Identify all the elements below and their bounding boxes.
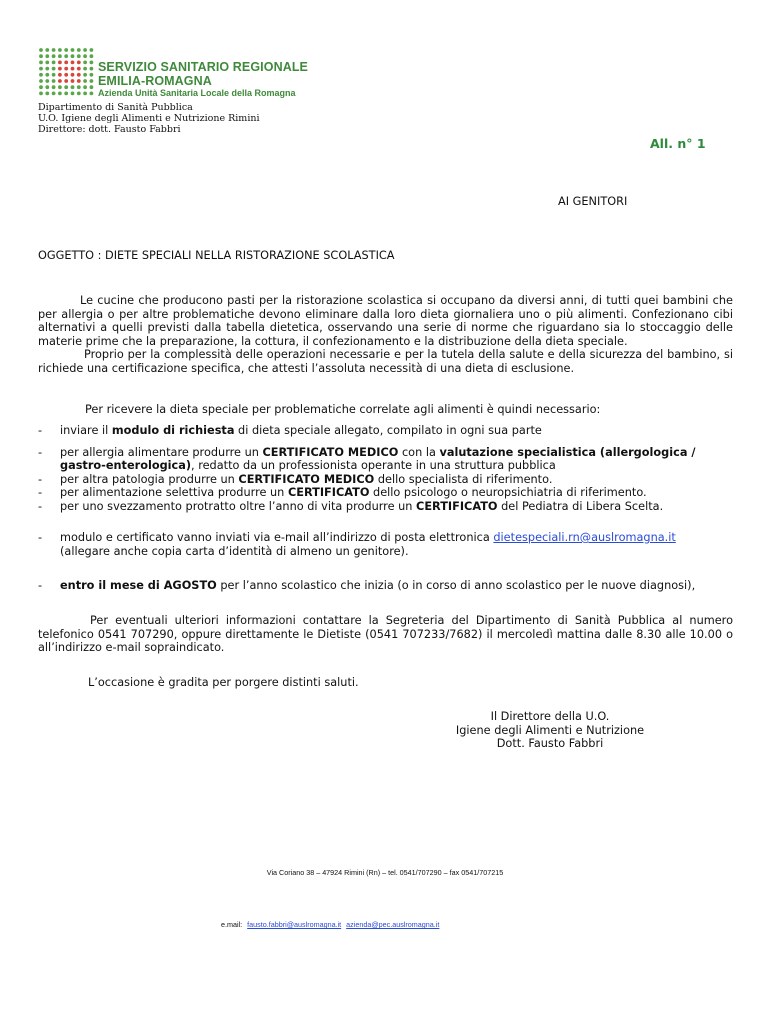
logo-dot: [64, 48, 68, 52]
footer-address: Via Coriano 38 – 47924 Rimini (Rn) – tel. 0541/707290 – fax 0541/707215: [266, 868, 504, 877]
requirements-intro: Per ricevere la dieta speciale per problematiche correlate agli alimenti è quindi necessario:: [85, 403, 601, 416]
intro-paragraph-1: Le cucine che producono pasti per la ristorazione scolastica si occupano da diversi anni, di tutti quei bambini che per allergia o per altre problematiche devono eliminare dalla loro dieta giornaliera uno o più alimenti. Confezionano cibi alternativi a quelli previsti dalla tabella dietetica, osservando una serie di norme che riguardano sia lo stoccaggio delle materie prime che la preparazione, la cottura, il confezionamento e la distribuzione della dieta speciale.: [38, 294, 733, 348]
logo-dot: [71, 79, 75, 83]
list-item: - per uno svezzamento protratto oltre l’anno di vita produrre un CERTIFICATO del Pediatra di Libera Scelta.: [38, 499, 664, 513]
signature-unit: Igiene degli Alimenti e Nutrizione: [455, 723, 645, 737]
logo-dot: [71, 85, 75, 89]
logo-dot: [39, 61, 43, 65]
logo-dot: [45, 67, 49, 71]
logo-dot: [52, 67, 56, 71]
logo-dot: [77, 85, 81, 89]
logo-dot: [45, 79, 49, 83]
logo-dot: [39, 73, 43, 77]
logo-dot: [52, 73, 56, 77]
signature-block: [440, 710, 660, 751]
logo-dot: [83, 61, 87, 65]
logo-dot: [71, 48, 75, 52]
list-dash: -: [38, 445, 43, 459]
logo-dot: [45, 92, 49, 96]
logo-dot: [39, 79, 43, 83]
logo-dot: [58, 73, 62, 77]
logo-dot: [90, 79, 94, 83]
logo-line-2: EMILIA-ROMAGNA: [98, 74, 212, 88]
list-item: - per alimentazione selettiva produrre un CERTIFICATO dello psicologo o neuropsichiatria di riferimento.: [38, 486, 647, 499]
logo-dot: [39, 54, 43, 58]
list-dash: -: [38, 424, 43, 437]
logo-dot: [77, 48, 81, 52]
list-item: - per altra patologia produrre un CERTIFICATO MEDICO dello specialista di riferimento.: [38, 472, 553, 486]
logo-dot: [64, 67, 68, 71]
logo-dot: [77, 54, 81, 58]
footer-email-director[interactable]: fausto.fabbri@auslromagna.it: [247, 920, 342, 929]
deadline-item: [38, 579, 758, 592]
logo-dot: [64, 73, 68, 77]
logo-dot: [58, 48, 62, 52]
logo-dot: [39, 92, 43, 96]
department-block: [38, 102, 260, 135]
logo-dot: [58, 79, 62, 83]
logo-dot: [39, 67, 43, 71]
diet-email-link[interactable]: dietespeciali.rn@auslromagna.it: [493, 531, 676, 544]
list-dash: -: [38, 499, 43, 513]
logo-dot: [71, 92, 75, 96]
logo-dot: [52, 61, 56, 65]
logo-dot: [45, 85, 49, 89]
logo-dot: [52, 79, 56, 83]
logo-dot: [83, 67, 87, 71]
logo-dot: [64, 92, 68, 96]
department-name: Dipartimento di Sanità Pubblica: [38, 102, 193, 113]
logo-dot: [52, 92, 56, 96]
logo-dot: [77, 61, 81, 65]
intro-paragraphs: [38, 294, 733, 375]
logo-dot: [58, 61, 62, 65]
logo-dot: [71, 67, 75, 71]
logo-dot: [64, 54, 68, 58]
list-item: - per allergia alimentare produrre un CERTIFICATO MEDICO con la valutazione specialistica (allergologica / gastro-enterologica), redatto da un professionista operante in una struttura pubblica: [38, 445, 696, 472]
subject-line: OGGETTO : DIETE SPECIALI NELLA RISTORAZIONE SCOLASTICA: [38, 249, 395, 262]
signature-name: Dott. Fausto Fabbri: [496, 737, 604, 750]
list-dash: -: [38, 472, 43, 486]
signature-title: Il Direttore della U.O.: [490, 710, 610, 723]
list-item: - inviare il modulo di richiesta di dieta speciale allegato, compilato in ogni sua parte: [38, 424, 542, 437]
logo-dot: [77, 92, 81, 96]
logo-dot: [45, 61, 49, 65]
logo-dot: [52, 54, 56, 58]
logo-dot: [39, 48, 43, 52]
footer-email-label: e.mail:: [221, 920, 243, 929]
logo-dot: [90, 61, 94, 65]
closing-greeting: L’occasione è gradita per porgere distinti saluti.: [88, 676, 359, 689]
logo-dot: [64, 61, 68, 65]
logo-dot: [90, 54, 94, 58]
logo-dot: [77, 73, 81, 77]
footer-emails: [221, 920, 439, 929]
logo-dot: [39, 85, 43, 89]
logo-dot: [90, 67, 94, 71]
unit-name: U.O. Igiene degli Alimenti e Nutrizione Rimini: [38, 113, 260, 124]
logo-dot: [71, 61, 75, 65]
logo-dot: [90, 48, 94, 52]
attachment-number: All. n° 1: [650, 136, 706, 151]
footer-email-pec[interactable]: azienda@pec.auslromagna.it: [346, 920, 440, 929]
contact-paragraph: Per eventuali ulteriori informazioni contattare la Segreteria del Dipartimento di Sanità Pubblica al numero telefonico 0541 707290, oppure direttamente le Dietiste (0541 707233/7682) il mercoledì mattina dalle 8.30 alle 10.00 o all’indirizzo e-mail sopraindicato.: [38, 614, 733, 654]
recipient: AI GENITORI: [558, 195, 628, 208]
logo-dot: [71, 54, 75, 58]
intro-paragraph-2: Proprio per la complessità delle operazioni necessarie e per la tutela della salute e della sicurezza del bambino, si richiede una certificazione specifica, che attesti l’assoluta necessità di una dieta di esclusione.: [38, 348, 733, 375]
logo-dot: [77, 67, 81, 71]
logo-dot: [45, 54, 49, 58]
director-name: Direttore: dott. Fausto Fabbri: [38, 124, 181, 135]
logo-dot: [83, 92, 87, 96]
submission-instructions: [38, 531, 733, 558]
ausl-logo-dots: [38, 47, 94, 97]
logo-dot: [45, 73, 49, 77]
logo-dot: [90, 92, 94, 96]
logo-dot: [52, 48, 56, 52]
logo-dot: [64, 85, 68, 89]
logo-dot: [58, 85, 62, 89]
logo-dot: [58, 67, 62, 71]
logo-dot: [45, 48, 49, 52]
logo-dot: [83, 54, 87, 58]
logo-dot: [64, 79, 68, 83]
logo-dot: [52, 85, 56, 89]
list-item: - entro il mese di AGOSTO per l’anno scolastico che inizia (o in corso di anno scolastico per le nuove diagnosi),: [38, 579, 696, 592]
logo-dot: [77, 79, 81, 83]
list-dash: -: [38, 579, 43, 592]
logo-wordmark: [98, 60, 308, 99]
logo-dot: [58, 54, 62, 58]
logo-dot: [83, 79, 87, 83]
logo-dot: [90, 73, 94, 77]
logo-line-3: Azienda Unità Sanitaria Locale della Romagna: [98, 88, 296, 98]
list-dash: -: [38, 531, 43, 544]
logo-dot: [58, 92, 62, 96]
logo-dot: [90, 85, 94, 89]
list-dash: -: [38, 486, 43, 499]
logo-dot: [83, 73, 87, 77]
requirements-list: [38, 424, 733, 513]
list-item: - modulo e certificato vanno inviati via e-mail all’indirizzo di posta elettronica dietespeciali.rn@auslromagna.it (allegare anche copia carta d’identità di almeno un genitore).: [38, 531, 676, 558]
logo-dot: [71, 73, 75, 77]
logo-line-1: SERVIZIO SANITARIO REGIONALE: [98, 60, 308, 74]
logo-dot: [83, 48, 87, 52]
logo-dot: [83, 85, 87, 89]
